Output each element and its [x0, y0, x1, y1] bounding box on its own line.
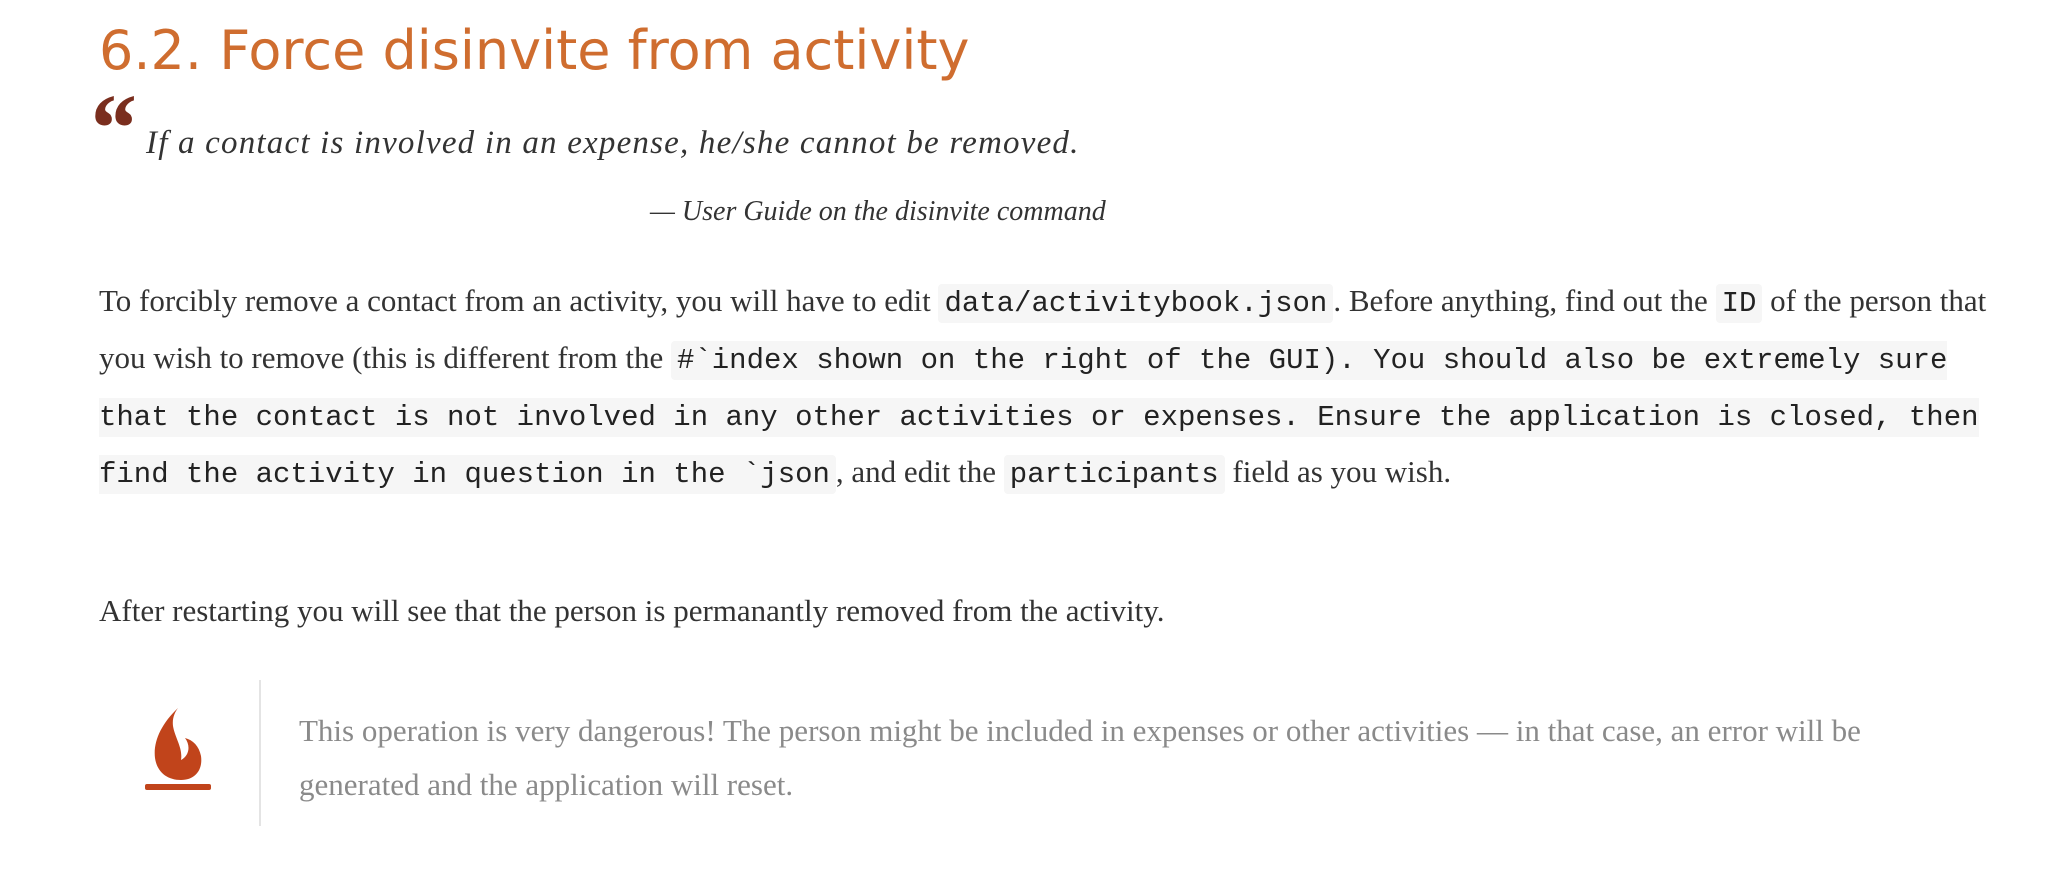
- instructions-paragraph: [99, 274, 1989, 502]
- file-path-code: data/activitybook.json: [938, 284, 1333, 323]
- text-segment: To forcibly remove a contact from an activity, you will have to edit: [99, 283, 939, 318]
- result-paragraph: After restarting you will see that the person is permanantly removed from the activity.: [99, 593, 1165, 628]
- callout-divider: [259, 680, 261, 826]
- id-code: ID: [1716, 284, 1763, 323]
- section-title: 6.2. Force disinvite from activity: [99, 19, 970, 82]
- epigraph-quote: If a contact is involved in an expense, he/she cannot be removed.: [146, 125, 1080, 161]
- text-segment: . Before anything, find out the: [1333, 283, 1716, 318]
- quote-mark-icon: “: [86, 75, 135, 183]
- warning-text: This operation is very dangerous! The person might be included in expenses or other activities — in that case, an error will be generated and the application will reset.: [299, 713, 1861, 802]
- inline-code-block: #`index shown on the right of the GUI). You should also be extremely sure that the contact is not involved in any other activities or expenses. Ensure the application is closed, then find the activity in question in the `json: [99, 341, 1979, 494]
- participants-code: participants: [1004, 455, 1225, 494]
- epigraph-attribution: — User Guide on the disinvite command: [650, 196, 1106, 227]
- warning-callout: [99, 680, 1989, 826]
- fire-icon: [145, 706, 211, 790]
- text-segment: of the person that you wish to remove (this is different from the: [99, 283, 1987, 375]
- text-segment: field as you wish.: [1224, 454, 1452, 489]
- text-segment: , and edit the: [835, 454, 1004, 489]
